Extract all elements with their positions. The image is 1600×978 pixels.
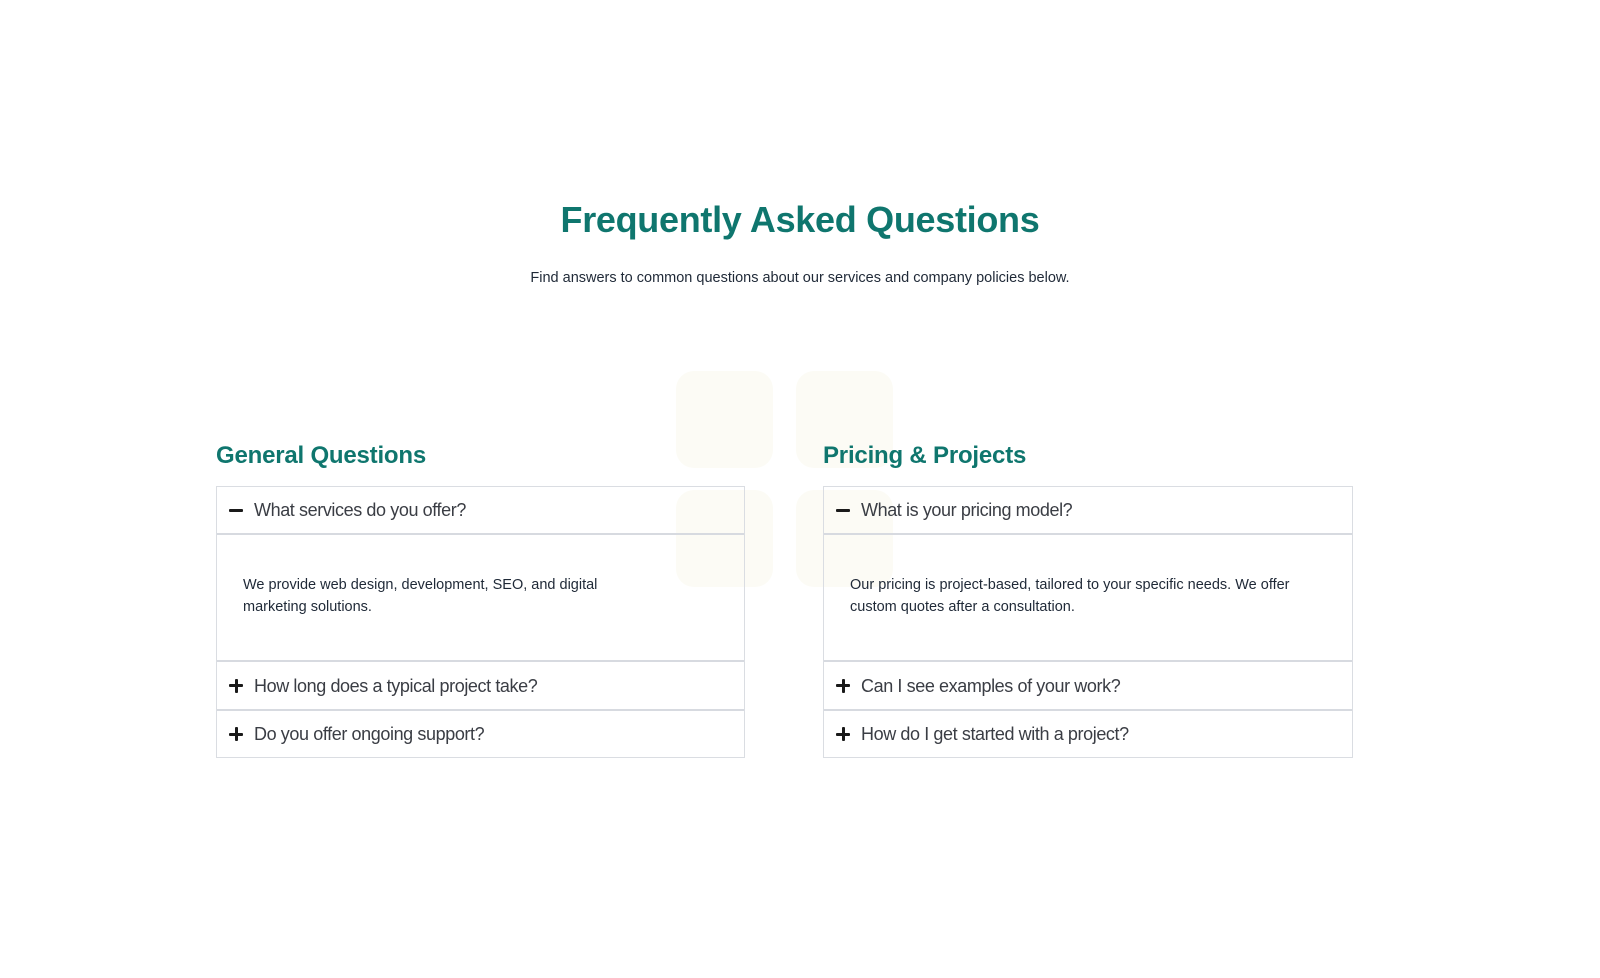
faq-accordion <box>823 486 1353 758</box>
plus-icon <box>228 726 244 742</box>
minus-icon <box>835 502 851 518</box>
section-title: General Questions <box>216 442 426 469</box>
plus-icon <box>228 678 244 694</box>
faq-question-toggle[interactable] <box>824 487 1352 533</box>
faq-section-general <box>216 438 745 758</box>
faq-item <box>217 709 744 757</box>
minus-icon <box>228 502 244 518</box>
faq-question: What services do you offer? <box>254 500 466 520</box>
faq-item <box>824 660 1352 709</box>
page-subtitle: Find answers to common questions about our services and company policies below. <box>530 270 1070 286</box>
faq-question-toggle[interactable] <box>824 711 1352 757</box>
faq-answer: Our pricing is project-based, tailored to your specific needs. We offer custom quotes after a consultation. <box>850 577 1290 615</box>
faq-item <box>824 487 1352 660</box>
plus-icon <box>835 678 851 694</box>
plus-icon <box>835 726 851 742</box>
faq-accordion <box>216 486 745 758</box>
faq-question-toggle[interactable] <box>217 487 744 533</box>
page-title: Frequently Asked Questions <box>560 199 1040 240</box>
faq-question: How long does a typical project take? <box>254 675 538 696</box>
faq-question: Can I see examples of your work? <box>861 675 1121 696</box>
faq-section-pricing <box>823 438 1353 758</box>
faq-question: Do you offer ongoing support? <box>254 724 485 744</box>
faq-item <box>824 709 1352 757</box>
faq-question: What is your pricing model? <box>861 500 1073 520</box>
faq-item <box>217 660 744 709</box>
faq-question-toggle[interactable] <box>217 711 744 757</box>
faq-question: How do I get started with a project? <box>861 724 1129 744</box>
faq-answer-panel <box>217 533 744 660</box>
faq-item <box>217 487 744 660</box>
faq-question-toggle[interactable] <box>824 662 1352 709</box>
section-title: Pricing & Projects <box>823 442 1027 469</box>
faq-question-toggle[interactable] <box>217 662 744 709</box>
faq-answer: We provide web design, development, SEO, and digital marketing solutions. <box>243 577 598 615</box>
faq-answer-panel <box>824 533 1352 660</box>
